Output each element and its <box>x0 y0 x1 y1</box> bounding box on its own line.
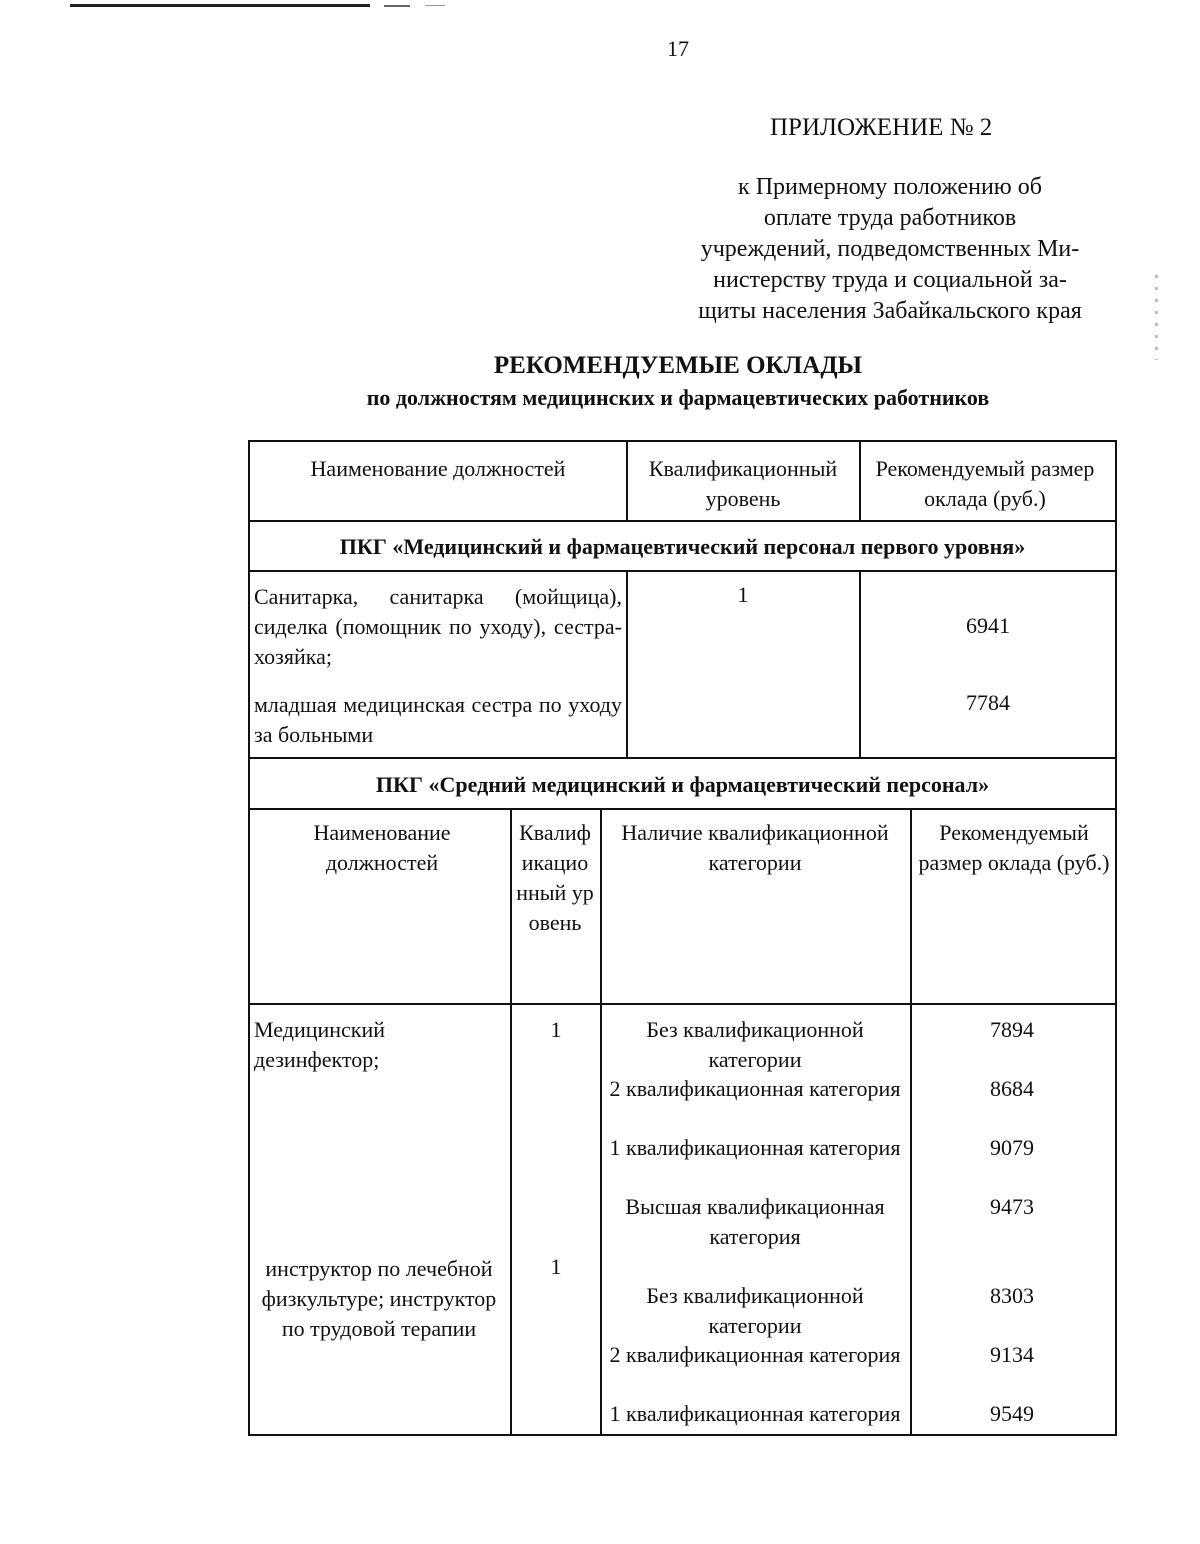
position-cell: Санитарка, санитарка (мойщица), сиделка (помощник по уходу), сестра-хозяйка; <box>254 584 622 669</box>
header-position: Наименование должностей <box>313 820 451 875</box>
document-subtitle: по должностям медицинских и фармацевтических работников <box>366 385 990 410</box>
document-title: РЕКОМЕНДУЕМЫЕ ОКЛАДЫ <box>493 352 863 379</box>
top-rule <box>425 5 445 6</box>
category-cell: Без квалификационной категории <box>646 1017 864 1072</box>
header-level: Квалификационный уровень <box>516 820 594 935</box>
position-cell: Медицинский дезинфектор; <box>254 1017 386 1072</box>
appendix-line: оплате труда работников <box>763 205 1017 231</box>
appendix-reference <box>665 172 1115 327</box>
header-category: Наличие квалификационной категории <box>621 820 889 875</box>
category-cell: 1 квалификационная категория <box>609 1401 901 1426</box>
top-rule <box>70 4 370 7</box>
category-cell: Высшая квалификационная категория <box>625 1194 885 1249</box>
header-salary: Рекомендуемый размер оклада (руб.) <box>875 456 1095 511</box>
column-divider <box>626 442 628 520</box>
category-cell: Без квалификационной категории <box>646 1283 864 1338</box>
appendix-line: к Примерному положению об <box>738 174 1042 200</box>
header-position: Наименование должностей <box>310 456 566 481</box>
level-cell: 1 <box>550 1254 562 1279</box>
column-divider <box>600 808 602 1434</box>
salary-cell: 8684 <box>990 1076 1034 1101</box>
column-divider <box>859 570 861 757</box>
page-number: 17 <box>667 36 689 61</box>
column-divider <box>510 808 512 1434</box>
scan-specks <box>1155 275 1158 360</box>
appendix-line: щиты населения Забайкальского края <box>698 298 1082 324</box>
salary-cell: 9549 <box>990 1401 1034 1426</box>
row-divider <box>250 520 1115 522</box>
salary-cell: 9134 <box>990 1342 1034 1367</box>
position-cell: инструктор по лечебной физкультуре; инструктор по трудовой терапии <box>261 1256 497 1341</box>
column-divider <box>859 442 861 520</box>
appendix-line: нистерству труда и социальной за- <box>713 267 1067 293</box>
top-rule <box>384 5 410 7</box>
salary-cell: 7894 <box>990 1017 1034 1042</box>
salary-cell: 6941 <box>966 613 1010 638</box>
salary-cell: 7784 <box>966 690 1010 715</box>
appendix-title: ПРИЛОЖЕНИЕ № 2 <box>770 114 993 141</box>
salary-cell: 8303 <box>990 1283 1034 1308</box>
appendix-line: учреждений, подведомственных Ми- <box>700 236 1080 262</box>
header-level: Квалификационный уровень <box>648 456 838 511</box>
category-cell: 2 квалификационная категория <box>609 1076 901 1101</box>
category-cell: 1 квалификационная категория <box>609 1135 901 1160</box>
row-divider <box>250 808 1115 810</box>
row-divider <box>250 570 1115 572</box>
header-salary: Рекомендуемый размер оклада (руб.) <box>918 820 1110 875</box>
position-cell: младшая медицинская сестра по уходу за больными <box>254 692 622 747</box>
group-heading: ПКГ «Медицинский и фармацевтический персонал первого уровня» <box>339 534 1026 559</box>
row-divider <box>250 757 1115 759</box>
category-cell: 2 квалификационная категория <box>609 1342 901 1367</box>
level-cell: 1 <box>737 582 749 607</box>
salary-table <box>248 440 1117 1436</box>
group-heading: ПКГ «Средний медицинский и фармацевтический персонал» <box>375 772 990 797</box>
salary-cell: 9473 <box>990 1194 1034 1219</box>
level-cell: 1 <box>550 1017 562 1042</box>
row-divider <box>250 1003 1115 1005</box>
salary-cell: 9079 <box>990 1135 1034 1160</box>
